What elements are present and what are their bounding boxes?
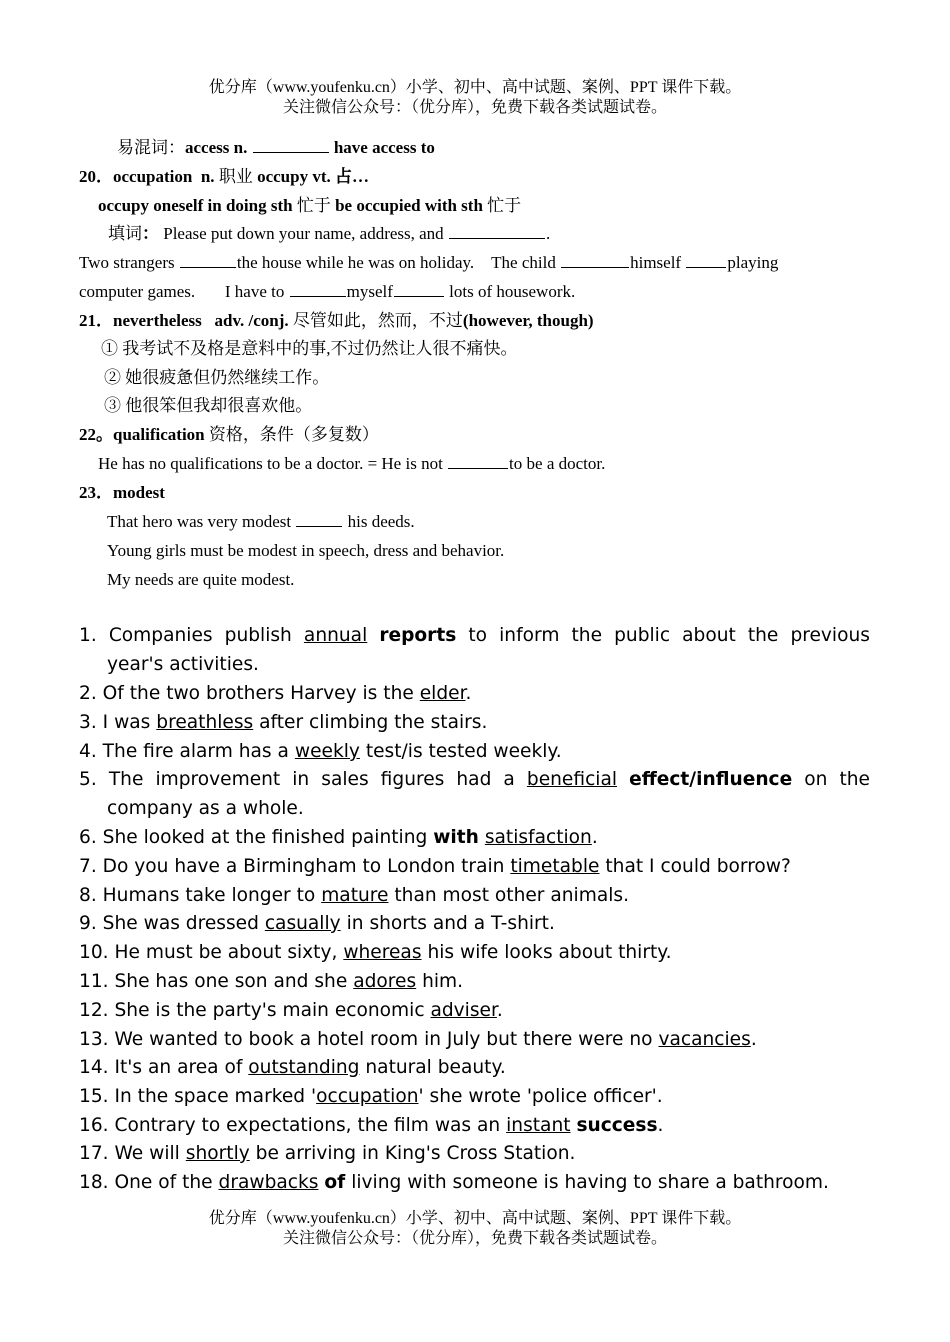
item-text: She was dressed — [102, 913, 259, 934]
fill-text: myself — [346, 282, 393, 301]
list-item — [79, 624, 870, 648]
answer-word: weekly — [294, 741, 360, 762]
item-text: She is the party's main economic — [114, 1000, 425, 1021]
answer-word: satisfaction — [484, 827, 592, 848]
item-text: . — [591, 827, 598, 848]
period: . — [545, 224, 551, 243]
entry-22-heading — [79, 424, 379, 446]
header-line-1: 优分库（www.youfenku.cn）小学、初中、高中试题、案例、PPT 课件下载。 — [208, 79, 742, 96]
entry-pos-2: vt. — [312, 167, 331, 186]
entry-word: nevertheless — [113, 311, 202, 330]
list-item — [79, 1114, 663, 1138]
entry-meaning-2: 占… — [334, 167, 369, 186]
item-text: on the — [804, 769, 870, 790]
fill-text: playing — [727, 253, 779, 272]
item-number: 8. — [79, 885, 97, 906]
fill-text: I have to — [224, 282, 285, 301]
bold-word: effect/influence — [629, 769, 793, 790]
item-text: We wanted to book a hotel room in July but there were no — [114, 1029, 653, 1050]
answer-word: adviser — [430, 1000, 497, 1021]
fill-blank[interactable] — [394, 282, 444, 297]
item-text: We will — [114, 1143, 180, 1164]
fill-blank[interactable] — [449, 224, 545, 239]
fill-text: to be a doctor. — [509, 454, 606, 473]
fill-blank[interactable] — [448, 454, 508, 469]
fill-text: The child — [491, 253, 556, 272]
answer-word: beneficial — [526, 769, 618, 790]
list-item — [79, 941, 672, 965]
item-number: 4. — [79, 741, 97, 762]
item-text: his wife looks about thirty. — [427, 942, 672, 963]
list-item — [79, 855, 791, 879]
answer-word: elder — [419, 683, 466, 704]
page-footer — [0, 1209, 950, 1249]
item-text: that I could borrow? — [605, 856, 791, 877]
example-sentence: Young girls must be modest in speech, dress and behavior. — [107, 541, 505, 560]
list-item — [79, 999, 503, 1023]
confusable-word: access n. — [185, 138, 248, 157]
example-sentence: My needs are quite modest. — [107, 570, 295, 589]
entry-number: 23． — [79, 483, 113, 502]
item-text: ' she wrote 'police officer'. — [418, 1086, 663, 1107]
fill-text: the house while he was on holiday. — [236, 253, 475, 272]
answer-word: shortly — [185, 1143, 250, 1164]
item-text: . — [496, 1000, 503, 1021]
answer-word: outstanding — [248, 1057, 360, 1078]
bold-word: success — [576, 1115, 658, 1136]
entry-synonyms: (however, though) — [462, 311, 594, 330]
footer-line-1: 优分库（www.youfenku.cn）小学、初中、高中试题、案例、PPT 课件下载。 — [208, 1210, 742, 1227]
entry-word: modest — [113, 483, 165, 502]
entry-meaning: 职业 — [218, 167, 253, 186]
answer-word: annual — [303, 625, 368, 646]
item-number: 6. — [79, 827, 97, 848]
item-text: Companies publish — [108, 625, 292, 646]
list-item — [79, 912, 555, 936]
item-text: . — [657, 1115, 664, 1136]
list-item — [79, 1028, 757, 1052]
answer-word: timetable — [510, 856, 600, 877]
fill-text: He has no qualifications to be a doctor. = He is not — [98, 454, 443, 473]
item-text: It's an area of — [114, 1057, 243, 1078]
item-number: 9. — [79, 913, 97, 934]
fill-line-2 — [79, 252, 778, 274]
list-item — [79, 711, 487, 735]
item-text: in shorts and a T-shirt. — [346, 913, 555, 934]
entry-23-heading — [79, 482, 165, 504]
footer-line-2: 关注微信公众号：（优分库），免费下载各类试题试卷。 — [282, 1230, 667, 1247]
example-sentence: ② 她很疲惫但仍然继续工作。 — [104, 368, 330, 387]
answer-word: casually — [264, 913, 341, 934]
list-item-continuation: company as a whole. — [107, 798, 304, 819]
item-text: He must be about sixty, — [114, 942, 338, 963]
list-item — [79, 970, 463, 994]
phrase-2: be occupied with sth — [335, 196, 483, 215]
item-number: 18. — [79, 1172, 109, 1193]
entry-number: 21． — [79, 311, 113, 330]
fill-blank[interactable] — [686, 253, 726, 268]
fill-line-3 — [79, 281, 575, 303]
example-sentence — [98, 453, 605, 475]
answer-word: breathless — [156, 712, 254, 733]
example-sentence: ① 我考试不及格是意料中的事,不过仍然让人很不痛快。 — [101, 339, 518, 358]
item-number: 12. — [79, 1000, 109, 1021]
answer-word: instant — [506, 1115, 571, 1136]
item-text: Of the two brothers Harvey is the — [102, 683, 414, 704]
list-item — [79, 682, 471, 706]
entry-meaning: 尽管如此，然而，不过 — [292, 311, 463, 330]
answer-word: occupation — [316, 1086, 419, 1107]
entry-pos: n. — [200, 167, 215, 186]
fill-blank[interactable] — [290, 282, 346, 297]
item-text: him. — [422, 971, 464, 992]
item-text: natural beauty. — [365, 1057, 506, 1078]
phrase-2-cn: 忙于 — [487, 196, 522, 215]
fill-text: computer games. — [79, 282, 196, 301]
fill-text: lots of housework. — [449, 282, 576, 301]
item-number: 2. — [79, 683, 97, 704]
entry-word-2: occupy — [257, 167, 309, 186]
fill-blank[interactable] — [561, 253, 629, 268]
item-text: In the space marked ' — [114, 1086, 317, 1107]
fill-label: 填词 — [108, 224, 142, 243]
page-header — [0, 78, 950, 118]
list-item — [79, 1056, 506, 1080]
confusable-phrase: have access to — [333, 138, 435, 157]
fill-line-1 — [108, 223, 550, 245]
entry-20-phrases — [98, 195, 521, 217]
item-text: test/is tested weekly. — [365, 741, 562, 762]
bold-word: of — [324, 1172, 346, 1193]
item-text: The improvement in sales figures had a — [108, 769, 515, 790]
entry-number: 20． — [79, 167, 113, 186]
fill-colon: ： — [142, 224, 159, 243]
item-number: 5. — [79, 769, 97, 790]
phrase-1-cn: 忙于 — [296, 196, 331, 215]
phrase-1: occupy oneself in doing sth — [98, 196, 293, 215]
list-item — [79, 1171, 829, 1195]
item-text: Humans take longer to — [102, 885, 316, 906]
item-number: 16. — [79, 1115, 109, 1136]
item-text: She looked at the finished painting — [102, 827, 428, 848]
entry-pos: adv. /conj. — [214, 311, 289, 330]
bold-word: with — [433, 827, 479, 848]
fill-sentence: Please put down your name, address, and — [163, 224, 444, 243]
entry-meaning: 资格，条件（多复数） — [208, 425, 379, 444]
item-text: She has one son and she — [114, 971, 348, 992]
header-line-2: 关注微信公众号：（优分库），免费下载各类试题试卷。 — [282, 99, 667, 116]
item-text: Do you have a Birmingham to London train — [102, 856, 505, 877]
fill-text: himself — [630, 253, 682, 272]
item-number: 15. — [79, 1086, 109, 1107]
item-number: 10. — [79, 942, 109, 963]
example-sentence — [107, 511, 415, 533]
answer-word: vacancies — [658, 1029, 751, 1050]
item-number: 1. — [79, 625, 97, 646]
bold-word: reports — [379, 625, 457, 646]
item-text: than most other animals. — [394, 885, 629, 906]
item-number: 11. — [79, 971, 109, 992]
list-item — [79, 826, 598, 850]
item-number: 17. — [79, 1143, 109, 1164]
item-text: living with someone is having to share a bathroom. — [351, 1172, 829, 1193]
example-sentence: ③ 他很笨但我却很喜欢他。 — [104, 396, 313, 415]
entry-word: occupation — [113, 167, 193, 186]
confusable-line — [117, 137, 435, 159]
fill-blank[interactable] — [296, 512, 342, 527]
item-text: . — [465, 683, 472, 704]
item-text: I was — [102, 712, 151, 733]
item-text: to inform the public about the previous — [468, 625, 870, 646]
item-number: 7. — [79, 856, 97, 877]
item-text: after climbing the stairs. — [259, 712, 488, 733]
item-text: be arriving in King's Cross Station. — [255, 1143, 576, 1164]
item-number: 3. — [79, 712, 97, 733]
item-number: 14. — [79, 1057, 109, 1078]
answer-word: mature — [321, 885, 389, 906]
fill-text: That hero was very modest — [107, 512, 292, 531]
list-item — [79, 768, 870, 792]
item-text: . — [750, 1029, 757, 1050]
fill-blank[interactable] — [253, 138, 329, 153]
entry-21-heading — [79, 310, 594, 332]
list-item — [79, 884, 629, 908]
answer-word: drawbacks — [218, 1172, 319, 1193]
entry-number: 22。 — [79, 425, 113, 444]
answer-word: whereas — [343, 942, 422, 963]
list-item — [79, 1085, 663, 1109]
list-item — [79, 1142, 575, 1166]
answer-word: adores — [353, 971, 417, 992]
item-text: The fire alarm has a — [102, 741, 289, 762]
fill-blank[interactable] — [180, 253, 236, 268]
item-text: Contrary to expectations, the film was an — [114, 1115, 501, 1136]
list-item-continuation: year's activities. — [107, 654, 259, 675]
fill-text: Two strangers — [79, 253, 175, 272]
confusable-label: 易混词： — [117, 138, 185, 157]
entry-word: qualification — [113, 425, 205, 444]
list-item — [79, 740, 562, 764]
item-text: One of the — [114, 1172, 213, 1193]
entry-20-heading — [79, 166, 369, 188]
fill-text: his deeds. — [347, 512, 415, 531]
item-number: 13. — [79, 1029, 109, 1050]
